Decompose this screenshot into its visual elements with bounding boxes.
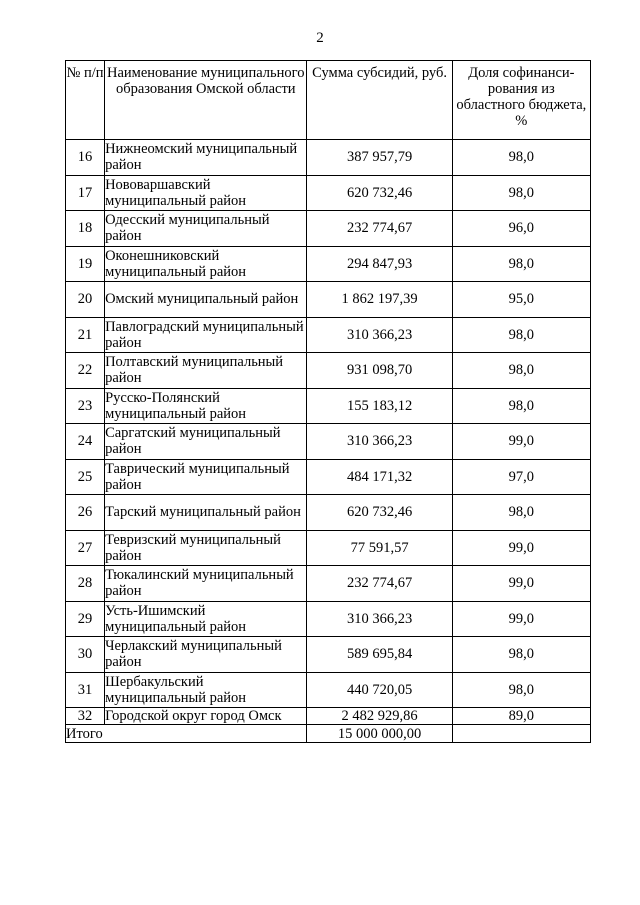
table-row (66, 672, 591, 708)
row-municipality: Тюкалинский муниципальный район (105, 566, 307, 602)
row-cofinancing-share: 96,0 (452, 211, 590, 247)
total-row (66, 725, 591, 743)
row-subsidy-sum: 620 732,46 (307, 175, 452, 211)
row-municipality: Омский муниципальный район (105, 282, 307, 318)
table-row (66, 388, 591, 424)
total-sum: 15 000 000,00 (307, 725, 452, 743)
total-share (452, 725, 590, 743)
table-row (66, 140, 591, 176)
row-cofinancing-share: 98,0 (452, 175, 590, 211)
row-cofinancing-share: 99,0 (452, 424, 590, 460)
row-municipality: Черлакский муниципальный район (105, 637, 307, 673)
row-number: 32 (66, 708, 105, 725)
table-row (66, 175, 591, 211)
row-subsidy-sum: 310 366,23 (307, 601, 452, 637)
header-municipality: Наименование муниципального образования Омской области (105, 61, 307, 140)
row-subsidy-sum: 620 732,46 (307, 495, 452, 531)
row-subsidy-sum: 77 591,57 (307, 530, 452, 566)
row-subsidy-sum: 387 957,79 (307, 140, 452, 176)
table-row (66, 353, 591, 389)
table-row (66, 566, 591, 602)
header-number: № п/п (66, 61, 105, 140)
table-row (66, 459, 591, 495)
row-number: 18 (66, 211, 105, 247)
row-number: 19 (66, 246, 105, 282)
row-subsidy-sum: 232 774,67 (307, 211, 452, 247)
row-number: 24 (66, 424, 105, 460)
row-subsidy-sum: 2 482 929,86 (307, 708, 452, 725)
row-subsidy-sum: 310 366,23 (307, 424, 452, 460)
table-row (66, 530, 591, 566)
row-number: 22 (66, 353, 105, 389)
row-cofinancing-share: 97,0 (452, 459, 590, 495)
row-subsidy-sum: 310 366,23 (307, 317, 452, 353)
table-row (66, 424, 591, 460)
row-number: 17 (66, 175, 105, 211)
row-cofinancing-share: 98,0 (452, 672, 590, 708)
row-cofinancing-share: 99,0 (452, 530, 590, 566)
header-cofinancing-share: Доля софинанси-рования из областного бюджета, % (452, 61, 590, 140)
table-row (66, 495, 591, 531)
header-subsidy-sum: Сумма субсидий, руб. (307, 61, 452, 140)
table-body (66, 140, 591, 725)
table-row (66, 282, 591, 318)
row-cofinancing-share: 98,0 (452, 353, 590, 389)
row-municipality: Одесский муниципальный район (105, 211, 307, 247)
row-municipality: Нововаршавский муниципальный район (105, 175, 307, 211)
row-number: 27 (66, 530, 105, 566)
row-municipality: Таврический муниципальный район (105, 459, 307, 495)
row-subsidy-sum: 589 695,84 (307, 637, 452, 673)
row-number: 29 (66, 601, 105, 637)
row-subsidy-sum: 931 098,70 (307, 353, 452, 389)
row-number: 28 (66, 566, 105, 602)
row-number: 16 (66, 140, 105, 176)
row-municipality: Тевризский муниципальный район (105, 530, 307, 566)
row-number: 31 (66, 672, 105, 708)
row-subsidy-sum: 294 847,93 (307, 246, 452, 282)
table-row (66, 211, 591, 247)
row-municipality: Городской округ город Омск (105, 708, 307, 725)
row-cofinancing-share: 98,0 (452, 317, 590, 353)
row-municipality: Тарский муниципальный район (105, 495, 307, 531)
page-number: 2 (316, 30, 324, 46)
row-cofinancing-share: 99,0 (452, 601, 590, 637)
row-subsidy-sum: 232 774,67 (307, 566, 452, 602)
row-municipality: Русско-Полянский муниципальный район (105, 388, 307, 424)
row-subsidy-sum: 1 862 197,39 (307, 282, 452, 318)
row-cofinancing-share: 98,0 (452, 495, 590, 531)
row-subsidy-sum: 484 171,32 (307, 459, 452, 495)
row-number: 20 (66, 282, 105, 318)
table-row (66, 317, 591, 353)
table-row (66, 601, 591, 637)
row-number: 21 (66, 317, 105, 353)
row-cofinancing-share: 98,0 (452, 140, 590, 176)
row-cofinancing-share: 95,0 (452, 282, 590, 318)
row-municipality: Саргатский муниципальный район (105, 424, 307, 460)
row-subsidy-sum: 155 183,12 (307, 388, 452, 424)
row-subsidy-sum: 440 720,05 (307, 672, 452, 708)
total-label: Итого (66, 725, 307, 743)
row-municipality: Усть-Ишимский муниципальный район (105, 601, 307, 637)
row-cofinancing-share: 98,0 (452, 388, 590, 424)
table-row (66, 246, 591, 282)
table-row (66, 708, 591, 725)
row-number: 23 (66, 388, 105, 424)
row-cofinancing-share: 89,0 (452, 708, 590, 725)
row-cofinancing-share: 99,0 (452, 566, 590, 602)
subsidy-table (65, 60, 591, 743)
row-municipality: Павлоградский муниципальный район (105, 317, 307, 353)
row-cofinancing-share: 98,0 (452, 246, 590, 282)
row-municipality: Шербакульский муниципальный район (105, 672, 307, 708)
row-cofinancing-share: 98,0 (452, 637, 590, 673)
table-row (66, 637, 591, 673)
row-municipality: Нижнеомский муниципальный район (105, 140, 307, 176)
row-municipality: Полтавский муниципальный район (105, 353, 307, 389)
row-municipality: Оконешниковский муниципальный район (105, 246, 307, 282)
table-header-row (66, 61, 591, 140)
row-number: 26 (66, 495, 105, 531)
row-number: 25 (66, 459, 105, 495)
row-number: 30 (66, 637, 105, 673)
